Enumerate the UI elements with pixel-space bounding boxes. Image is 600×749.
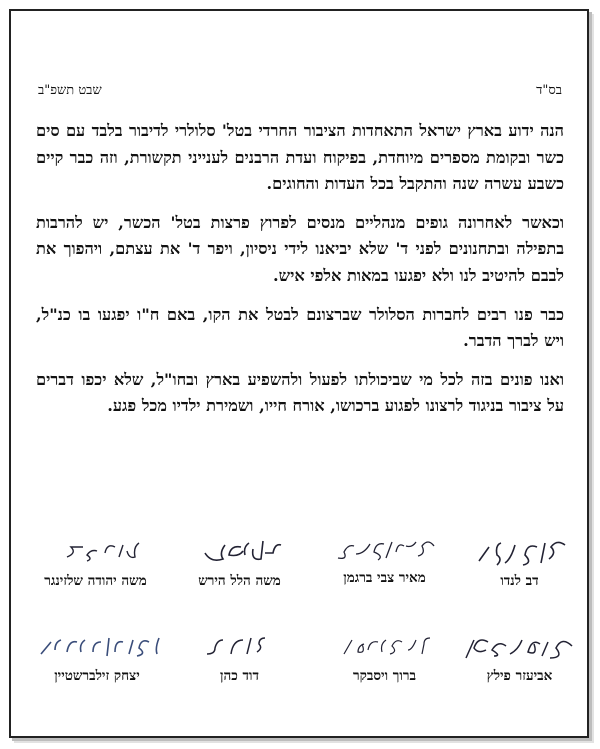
signature-name-4: משה יהודה שלזינגר [44, 573, 147, 589]
signature-block-7 [172, 628, 307, 684]
paragraph-4: ואנו פונים בזה לכל מי שביכולתו לפעול ולהשפיע בארץ ובחו"ל, שלא יכפו דברים על ציבור בניגוד לרצונו לפגוע ברכושו, אורח חייו, ושמירת ילדיו מכל פגע. [36, 369, 564, 416]
paragraph-3: כבר פנו רבים לחברות הסלולר שברצונם לבטל את הקו, באם ח"ו יפגעו בו כנ"ל, ויש לברך הדבר. [36, 304, 564, 351]
handwritten-signature-2 [330, 530, 440, 570]
header-date: שבט תשפ"ב [38, 83, 102, 98]
signature-name-8: יצחק זילברשטיין [54, 668, 140, 684]
signature-block-2 [317, 530, 452, 586]
paragraph-1: הנה ידוע בארץ ישראל התאחדות הציבור החרדי בטל' סלולרי לדיבור בלבד עם סים כשר ובקומת מספרים מיוחדת, בפיקוח ועדת הרבנים לענייני תקשורת, וזה כבר קיים כשבע עשרה שנה והתקבל בכל העדות והחוגים. [36, 121, 564, 194]
signature-name-2: מאיר צבי ברגמן [343, 570, 426, 586]
paragraph-2: וכאשר לאחרונה גופים מנהליים מנסים לפרוץ פרצות בטל' הכשר, יש להרבות בתפילה ובתחנונים לפני ד' שלא יביאנו לידי ניסיון, ויפר ד' את עצתם, ויהפוך את לבבם להיטיב לנו ולא יפגעו במאות אלפי איש. [36, 212, 564, 285]
handwritten-signature-1 [465, 533, 575, 573]
signature-block-5 [452, 628, 587, 684]
handwritten-signature-8 [27, 628, 167, 668]
handwritten-signature-5 [460, 628, 580, 668]
handwritten-signature-7 [185, 628, 295, 668]
handwritten-signature-3 [185, 533, 295, 573]
letter-body [36, 118, 564, 432]
signature-name-6: ברוך ויסבקר [353, 668, 416, 684]
signature-name-1: דב לנדו [500, 573, 539, 589]
header-bsd: בס"ד [536, 83, 562, 98]
signature-name-7: דוד כהן [220, 668, 259, 684]
handwritten-signature-4 [41, 533, 151, 573]
signature-name-5: אביעזר פילץ [486, 668, 553, 684]
signature-block-4 [28, 533, 163, 589]
signature-block-3 [172, 533, 307, 589]
signature-name-3: משה הלל הירש [198, 573, 281, 589]
signature-block-8 [22, 628, 172, 684]
handwritten-signature-6 [330, 628, 440, 668]
signature-block-1 [452, 533, 587, 589]
signature-block-6 [317, 628, 452, 684]
